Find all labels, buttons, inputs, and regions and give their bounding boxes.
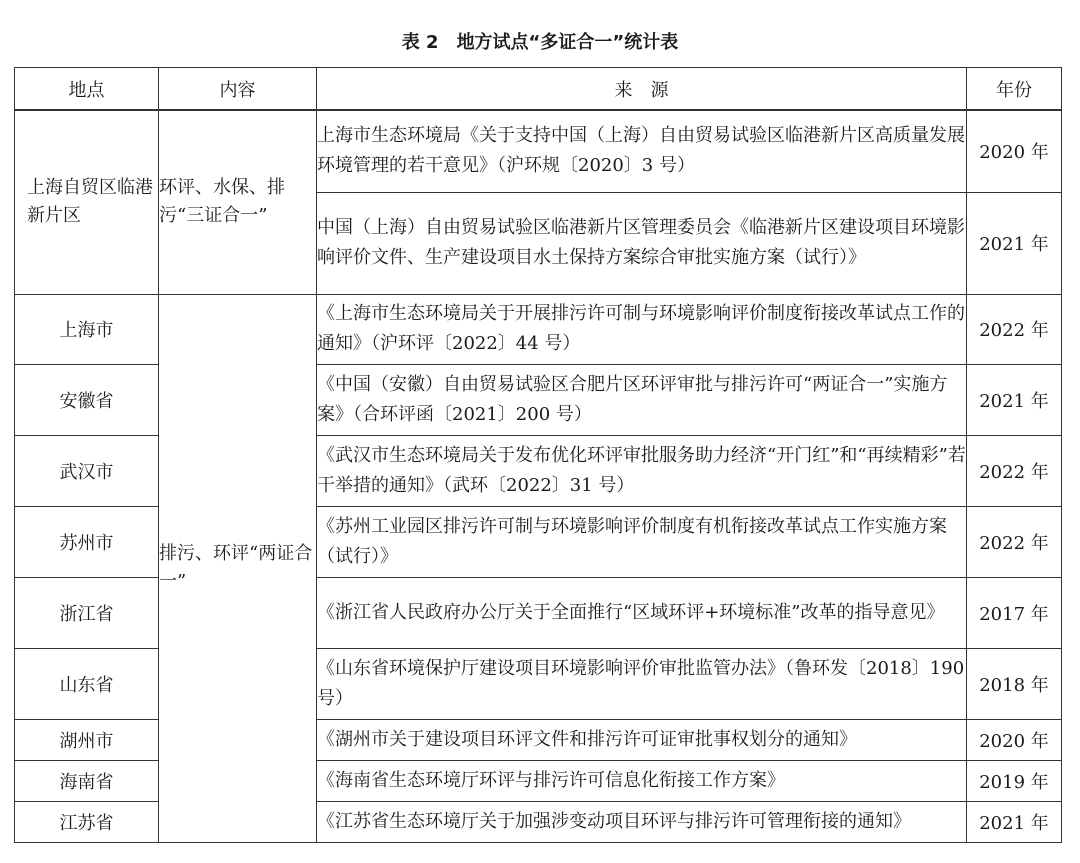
year-cell: 2022 年	[967, 294, 1062, 364]
year-cell: 2020 年	[967, 719, 1062, 760]
table-row	[15, 110, 1062, 192]
place-cell: 海南省	[15, 760, 159, 801]
year-cell: 2021 年	[967, 192, 1062, 294]
content-cell: 环评、水保、排污“三证合一”	[159, 110, 317, 294]
content-cell: 排污、环评“两证合一”	[159, 294, 317, 842]
place-cell: 上海市	[15, 294, 159, 364]
place-cell: 武汉市	[15, 435, 159, 506]
table-row	[15, 294, 1062, 364]
year-cell: 2021 年	[967, 364, 1062, 435]
place-cell: 湖州市	[15, 719, 159, 760]
source-cell: 《海南省生态环境厅环评与排污许可信息化衔接工作方案》	[317, 760, 967, 801]
statistics-table	[14, 67, 1062, 843]
year-cell: 2017 年	[967, 577, 1062, 648]
table-number: 表 2	[401, 32, 439, 53]
header-place: 地点	[15, 68, 159, 111]
place-cell: 苏州市	[15, 506, 159, 577]
year-cell: 2018 年	[967, 648, 1062, 719]
table-header-row	[15, 68, 1062, 111]
place-cell: 安徽省	[15, 364, 159, 435]
place-cell: 江苏省	[15, 801, 159, 842]
year-cell: 2022 年	[967, 506, 1062, 577]
place-cell: 山东省	[15, 648, 159, 719]
place-cell: 浙江省	[15, 577, 159, 648]
year-cell: 2022 年	[967, 435, 1062, 506]
header-content: 内容	[159, 68, 317, 111]
source-cell: 《武汉市生态环境局关于发布优化环评审批服务助力经济“开门红”和“再续精彩”若干举措的通知》（武环〔2022〕31 号）	[317, 435, 967, 506]
year-cell: 2020 年	[967, 110, 1062, 192]
source-cell: 《浙江省人民政府办公厅关于全面推行“区域环评+环境标准”改革的指导意见》	[317, 577, 967, 648]
source-cell: 《上海市生态环境局关于开展排污许可制与环境影响评价制度衔接改革试点工作的通知》（沪环评〔2022〕44 号）	[317, 294, 967, 364]
year-cell: 2021 年	[967, 801, 1062, 842]
header-year: 年份	[967, 68, 1062, 111]
place-cell: 上海自贸区临港新片区	[15, 110, 159, 294]
year-cell: 2019 年	[967, 760, 1062, 801]
source-cell: 《苏州工业园区排污许可制与环境影响评价制度有机衔接改革试点工作实施方案（试行）》	[317, 506, 967, 577]
source-cell: 《山东省环境保护厅建设项目环境影响评价审批监管办法》（鲁环发〔2018〕190 号）	[317, 648, 967, 719]
source-cell: 中国（上海）自由贸易试验区临港新片区管理委员会《临港新片区建设项目环境影响评价文件、生产建设项目水土保持方案综合审批实施方案（试行）》	[317, 192, 967, 294]
source-cell: 《湖州市关于建设项目环评文件和排污许可证审批事权划分的通知》	[317, 719, 967, 760]
header-source: 来 源	[317, 68, 967, 111]
source-cell: 上海市生态环境局《关于支持中国（上海）自由贸易试验区临港新片区高质量发展环境管理的若干意见》（沪环规〔2020〕3 号）	[317, 110, 967, 192]
table-title-text: 地方试点“多证合一”统计表	[456, 32, 679, 53]
table-title	[0, 28, 1080, 54]
source-cell: 《江苏省生态环境厅关于加强涉变动项目环评与排污许可管理衔接的通知》	[317, 801, 967, 842]
source-cell: 《中国（安徽）自由贸易试验区合肥片区环评审批与排污许可“两证合一”实施方案》（合环评函〔2021〕200 号）	[317, 364, 967, 435]
